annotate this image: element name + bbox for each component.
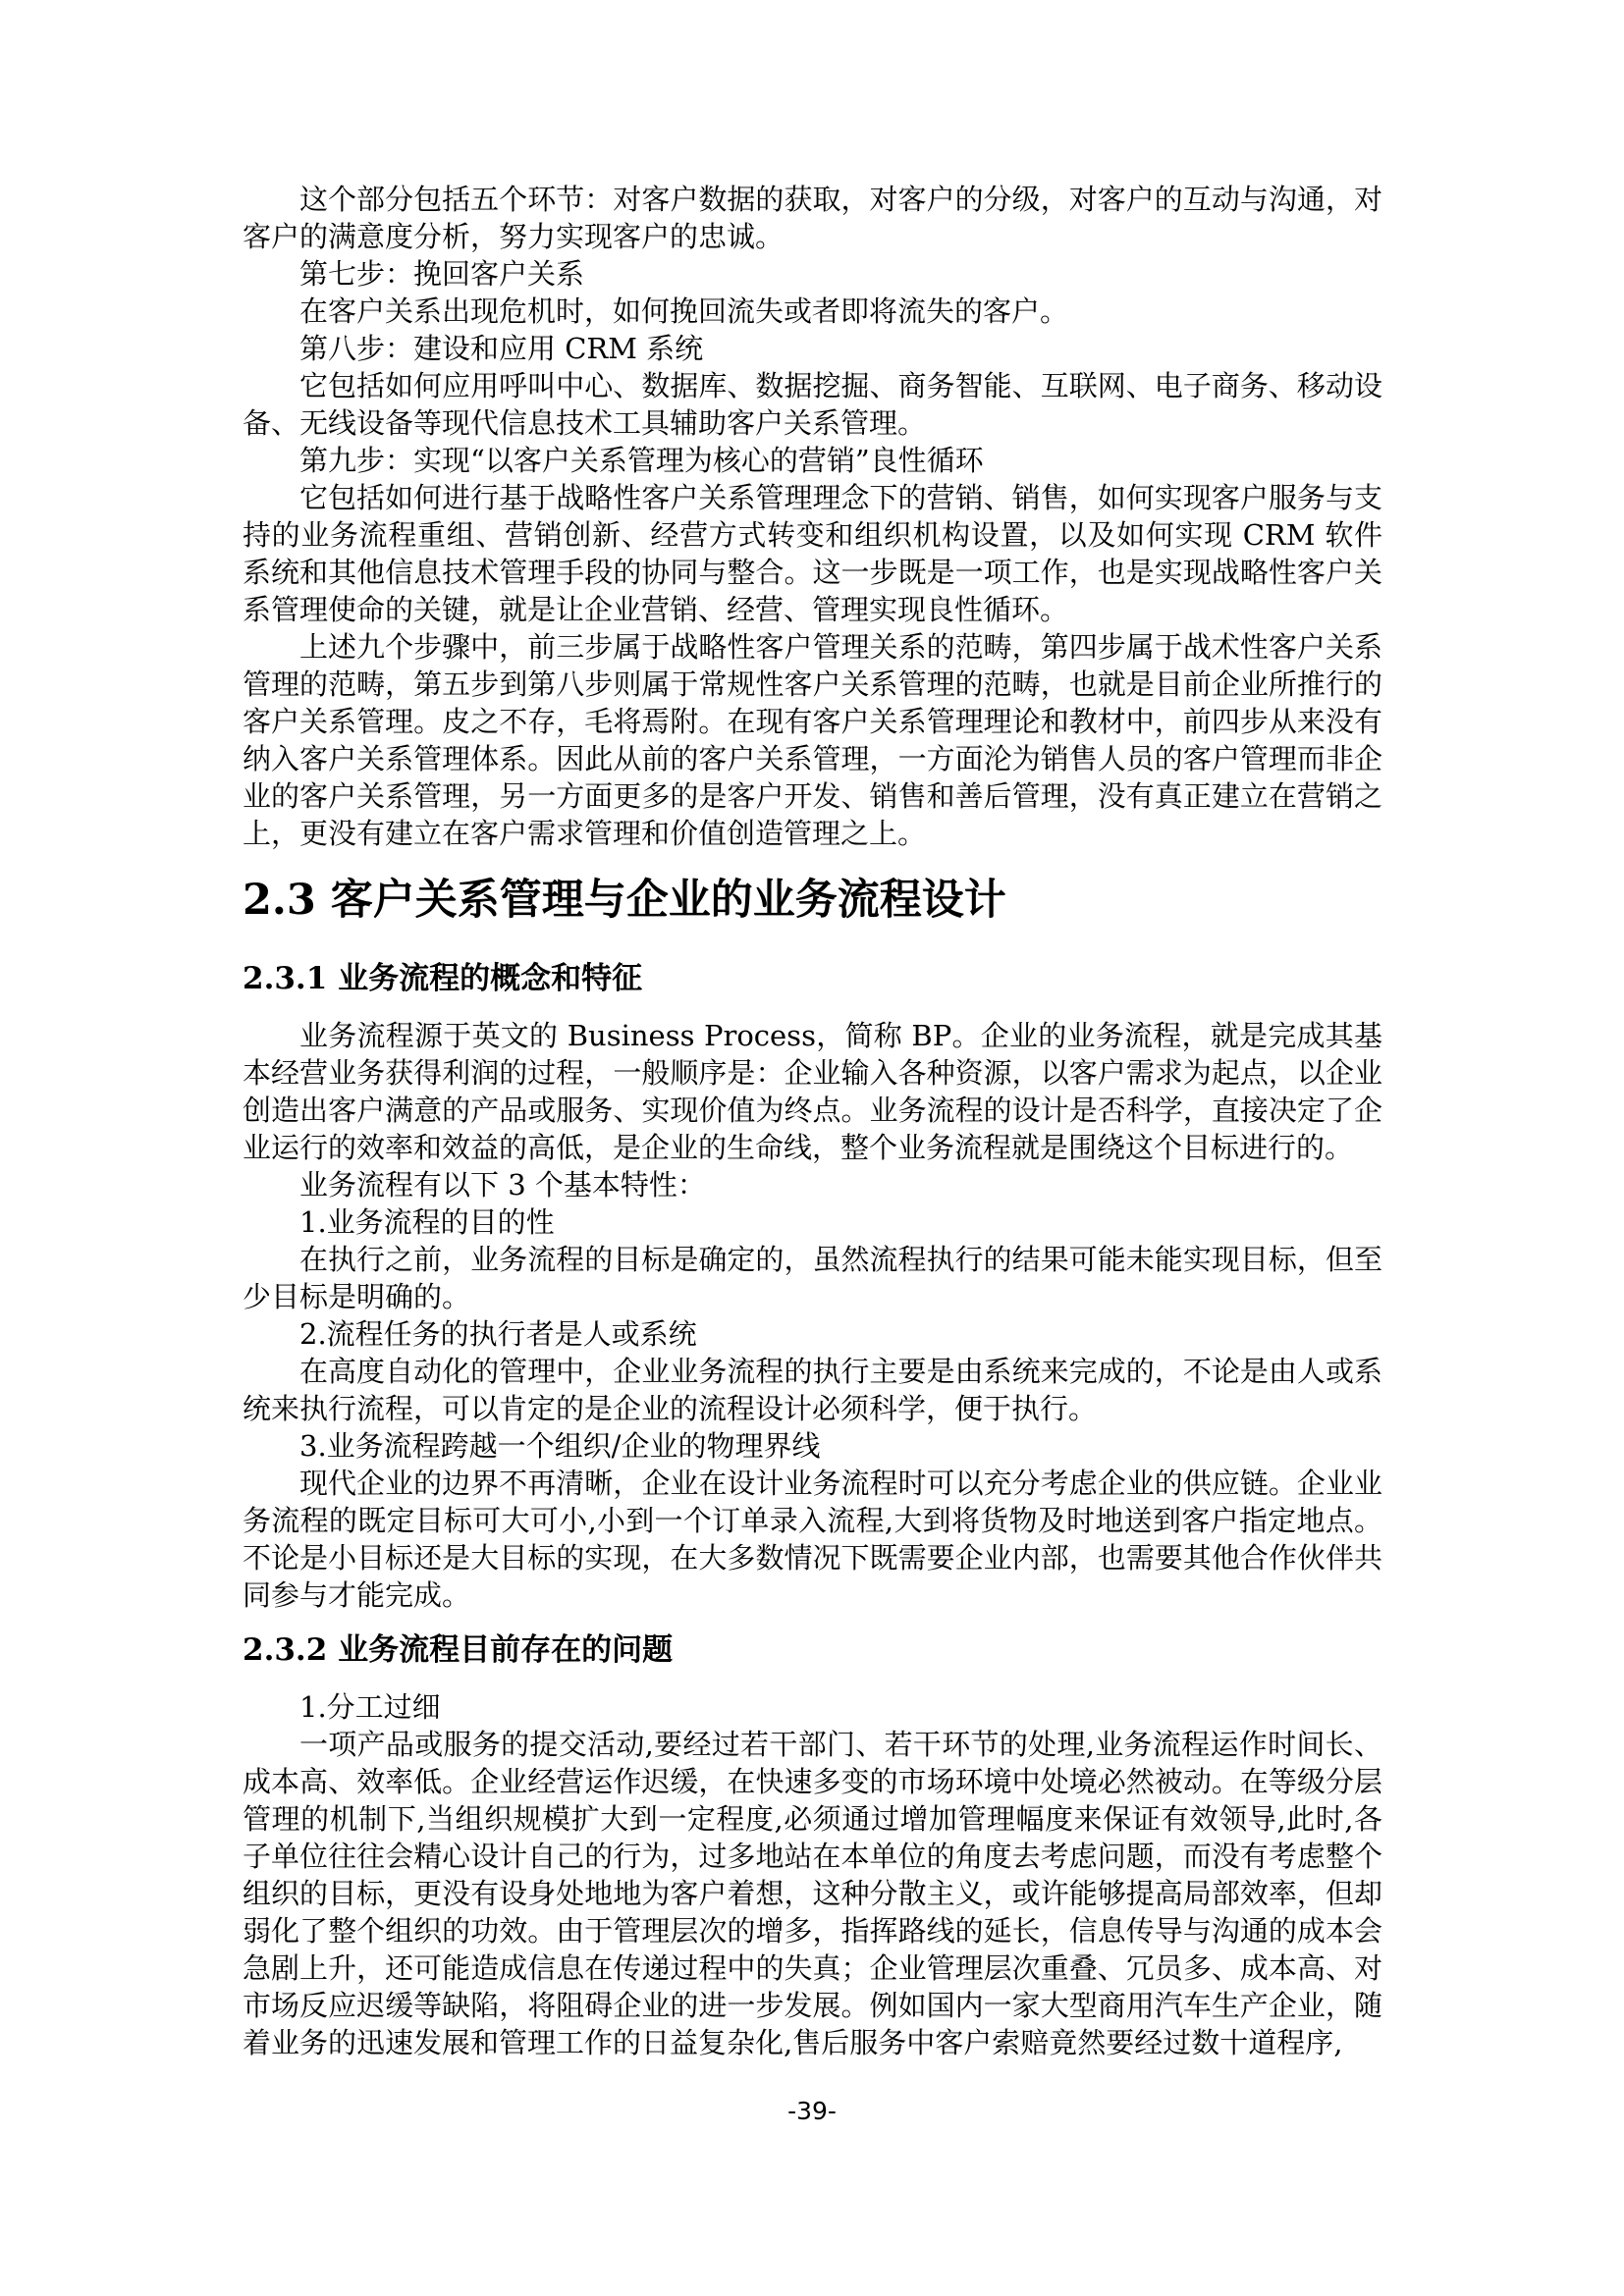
- paragraph: 它包括如何应用呼叫中心、数据库、数据挖掘、商务智能、互联网、电子商务、移动设备、无线设备等现代信息技术工具辅助客户关系管理。: [243, 369, 1382, 440]
- paragraph: 2.流程任务的执行者是人或系统: [299, 1317, 697, 1351]
- paragraph: 第八步：建设和应用 CRM 系统: [299, 332, 704, 365]
- paragraph: 它包括如何进行基于战略性客户关系管理理念下的营销、销售，如何实现客户服务与支持的业务流程重组、营销创新、经营方式转变和组织机构设置，以及如何实现 CRM 软件系统和其他信息技术管理手段的协同与整合。这一步既是一项工作，也是实现战略性客户关系管理使命的关键，就是让企业营销、经营、管理实现良性循环。: [243, 481, 1382, 626]
- subsection-heading: 2.3.2 业务流程目前存在的问题: [243, 1632, 674, 1668]
- paragraph: 在客户关系出现危机时，如何挽回流失或者即将流失的客户。: [299, 294, 1069, 328]
- paragraph: 上述九个步骤中，前三步属于战略性客户管理关系的范畴，第四步属于战术性客户关系管理的范畴，第五步到第八步则属于常规性客户关系管理的范畴，也就是目前企业所推行的客户关系管理。皮之不存，毛将焉附。在现有客户关系管理理论和教材中，前四步从来没有纳入客户关系管理体系。因此从前的客户关系管理，一方面沦为销售人员的客户管理而非企业的客户关系管理，另一方面更多的是客户开发、销售和善后管理，没有真正建立在营销之上，更没有建立在客户需求管理和价值创造管理之上。: [243, 630, 1382, 850]
- page-number: -39-: [787, 2097, 837, 2125]
- section-heading: 2.3 客户关系管理与企业的业务流程设计: [243, 876, 1006, 925]
- paragraph: 第七步：挽回客户关系: [299, 257, 585, 291]
- paragraph: 一项产品或服务的提交活动,要经过若干部门、若干环节的处理,业务流程运作时间长、成本高、效率低。企业经营运作迟缓，在快速多变的市场环境中处境必然被动。在等级分层管理的机制下,当组织规模扩大到一定程度,必须通过增加管理幅度来保证有效领导,此时,各子单位往往会精心设计自己的行为，过多地站在本单位的角度去考虑问题，而没有考虑整个组织的目标，更没有设身处地地为客户着想，这种分散主义，或许能够提高局部效率，但却弱化了整个组织的功效。由于管理层次的增多，指挥路线的延长，信息传导与沟通的成本会急剧上升，还可能造成信息在传递过程中的失真；企业管理层次重叠、冗员多、成本高、对市场反应迟缓等缺陷，将阻碍企业的进一步发展。例如国内一家大型商用汽车生产企业，随着业务的迅速发展和管理工作的日益复杂化,售后服务中客户索赔竟然要经过数十道程序,: [243, 1728, 1382, 2059]
- paragraph: 3.业务流程跨越一个组织/企业的物理界线: [299, 1429, 821, 1463]
- paragraph: 业务流程源于英文的 Business Process，简称 BP。企业的业务流程，就是完成其基本经营业务获得利润的过程，一般顺序是：企业输入各种资源，以客户需求为起点，以企业创造出客户满意的产品或服务、实现价值为终点。业务流程的设计是否科学，直接决定了企业运行的效率和效益的高低，是企业的生命线，整个业务流程就是围绕这个目标进行的。: [243, 1019, 1382, 1164]
- paragraph: 这个部分包括五个环节：对客户数据的获取，对客户的分级，对客户的互动与沟通，对客户的满意度分析，努力实现客户的忠诚。: [243, 183, 1382, 253]
- paragraph: 1.业务流程的目的性: [299, 1205, 555, 1239]
- subsection-heading: 2.3.1 业务流程的概念和特征: [243, 961, 643, 996]
- document-content: [243, 181, 1382, 2061]
- paragraph: 在执行之前，业务流程的目标是确定的，虽然流程执行的结果可能未能实现目标，但至少目标是明确的。: [243, 1243, 1382, 1313]
- paragraph: 业务流程有以下 3 个基本特性：: [299, 1168, 706, 1201]
- paragraph: 在高度自动化的管理中，企业业务流程的执行主要是由系统来完成的，不论是由人或系统来执行流程，可以肯定的是企业的流程设计必须科学，便于执行。: [243, 1355, 1382, 1425]
- paragraph: 现代企业的边界不再清晰，企业在设计业务流程时可以充分考虑企业的供应链。企业业务流程的既定目标可大可小,小到一个订单录入流程,大到将货物及时地送到客户指定地点。不论是小目标还是大目标的实现，在大多数情况下既需要企业内部，也需要其他合作伙伴共同参与才能完成。: [243, 1467, 1382, 1612]
- paragraph: 第九步：实现“以客户关系管理为核心的营销”良性循环: [299, 444, 984, 477]
- paragraph: 1.分工过细: [299, 1690, 441, 1724]
